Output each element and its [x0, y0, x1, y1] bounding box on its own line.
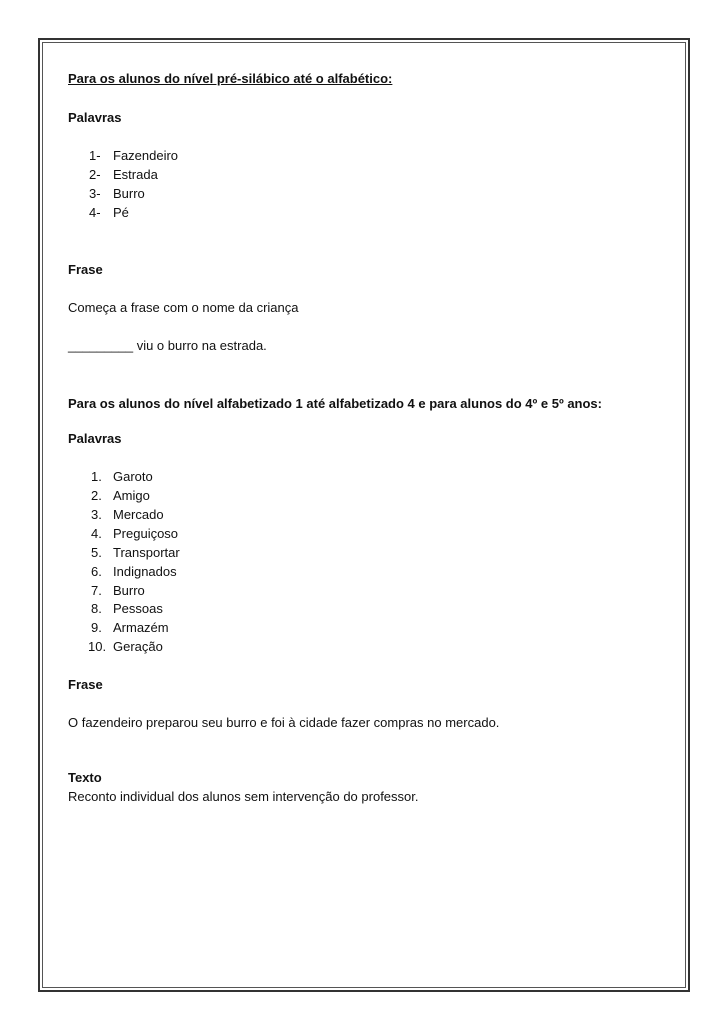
list-item-text: Mercado — [113, 507, 164, 522]
list-item-number: 10. — [88, 639, 107, 654]
list-item-text: Geração — [113, 639, 163, 654]
section2-heading: Para os alunos do nível alfabetizado 1 até alfabetizado 4 e para alunos do 4º e 5º anos: — [68, 396, 602, 411]
sentence-text: viu o burro na estrada. — [136, 338, 267, 353]
section1-sentence-label: Frase — [68, 262, 103, 277]
list-item-text: Burro — [113, 583, 145, 598]
section2-sentence-label: Frase — [68, 677, 103, 692]
list-item-text: Indignados — [113, 564, 177, 579]
section1-sentence — [68, 338, 267, 353]
list-item-text: Armazém — [113, 620, 169, 635]
section2-sentence: O fazendeiro preparou seu burro e foi à cidade fazer compras no mercado. — [68, 715, 500, 730]
list-item-number: 9. — [91, 620, 102, 635]
list-item-text: Amigo — [113, 488, 150, 503]
list-item-number: 3. — [91, 507, 102, 522]
list-item-number: 5. — [91, 545, 102, 560]
section1-words-label: Palavras — [68, 110, 122, 125]
list-item-number: 7. — [91, 583, 102, 598]
section2-words-label: Palavras — [68, 431, 122, 446]
list-item-number: 8. — [91, 601, 102, 616]
list-item-number: 6. — [91, 564, 102, 579]
section1-sentence-instruction: Começa a frase com o nome da criança — [68, 300, 299, 315]
list-item-number: 3- — [89, 186, 101, 201]
list-item-number: 1- — [89, 148, 101, 163]
list-item-text: Transportar — [113, 545, 180, 560]
section1-heading: Para os alunos do nível pré-silábico até o alfabético: — [68, 71, 393, 86]
list-item-text: Pessoas — [113, 601, 163, 616]
list-item-number: 2. — [91, 488, 102, 503]
list-item-number: 2- — [89, 167, 101, 182]
list-item-number: 4- — [89, 205, 101, 220]
list-item-text: Garoto — [113, 469, 153, 484]
sentence-blank: _________ — [68, 338, 134, 353]
list-item-number: 1. — [91, 469, 102, 484]
section2-text-label: Texto — [68, 770, 102, 785]
list-item-text: Fazendeiro — [113, 148, 179, 163]
list-item-text: Estrada — [113, 167, 158, 182]
list-item-number: 4. — [91, 526, 102, 541]
section2-text-body: Reconto individual dos alunos sem intervenção do professor. — [68, 789, 419, 804]
list-item-text: Burro — [113, 186, 145, 201]
list-item-text: Pé — [113, 205, 129, 220]
list-item-text: Preguiçoso — [113, 526, 179, 541]
